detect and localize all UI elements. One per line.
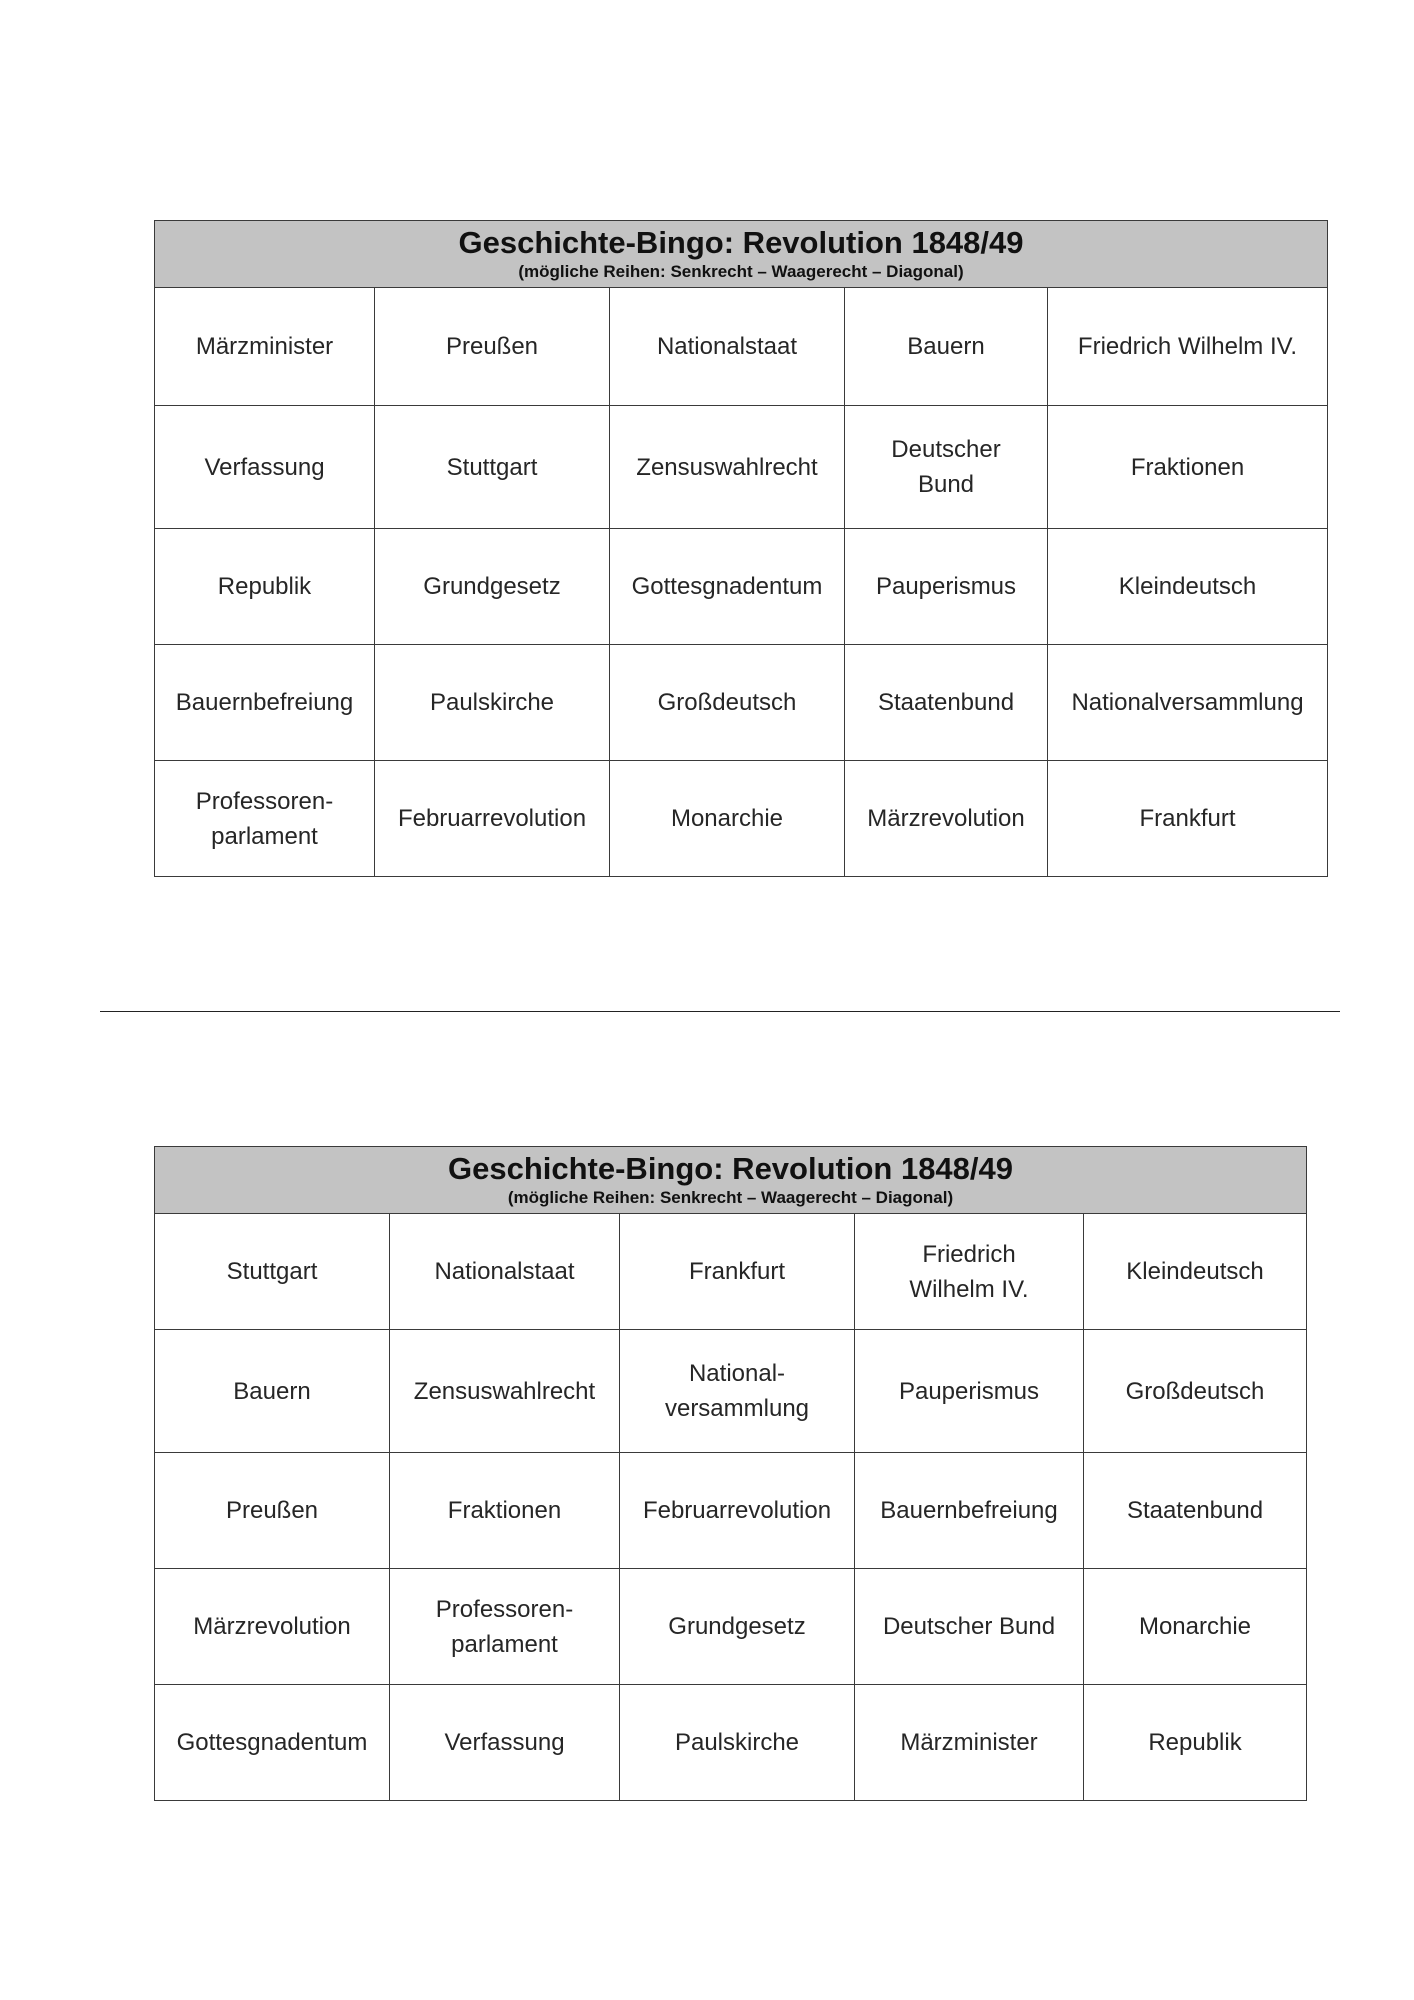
bingo-cell: Großdeutsch — [610, 645, 845, 761]
bingo-cell: Nationalstaat — [390, 1214, 620, 1330]
bingo-row — [155, 645, 1328, 761]
bingo-card-title: Geschichte-Bingo: Revolution 1848/49 — [458, 225, 1024, 260]
bingo-cell: Deutscher Bund — [855, 1569, 1084, 1685]
bingo-cell: Kleindeutsch — [1084, 1214, 1307, 1330]
bingo-cell: Bauern — [845, 288, 1048, 406]
bingo-cell: Professoren- parlament — [155, 761, 375, 877]
bingo-cell: Preußen — [155, 1453, 390, 1569]
bingo-cell: Februarrevolution — [620, 1453, 855, 1569]
bingo-cell: Monarchie — [610, 761, 845, 877]
cut-line-divider — [100, 1011, 1340, 1012]
bingo-card-2 — [154, 1146, 1307, 1801]
bingo-cell: Pauperismus — [855, 1330, 1084, 1453]
bingo-cell: Fraktionen — [1048, 406, 1328, 529]
bingo-cell: Zensuswahlrecht — [390, 1330, 620, 1453]
bingo-cell: Bauern — [155, 1330, 390, 1453]
bingo-row — [155, 1569, 1307, 1685]
bingo-cell: Verfassung — [155, 406, 375, 529]
bingo-cell: Märzrevolution — [155, 1569, 390, 1685]
bingo-card-subtitle: (mögliche Reihen: Senkrecht – Waagerecht – Diagonal) — [518, 262, 964, 281]
bingo-card-header — [155, 221, 1328, 288]
bingo-cell: Zensuswahlrecht — [610, 406, 845, 529]
bingo-cell: Professoren- parlament — [390, 1569, 620, 1685]
bingo-cell: Nationalversammlung — [1048, 645, 1328, 761]
bingo-cell: Staatenbund — [845, 645, 1048, 761]
bingo-cell: Nationalstaat — [610, 288, 845, 406]
bingo-cell: Bauernbefreiung — [155, 645, 375, 761]
bingo-cell: Märzminister — [155, 288, 375, 406]
bingo-cell: Grundgesetz — [620, 1569, 855, 1685]
bingo-cell: Grundgesetz — [375, 529, 610, 645]
bingo-cell: Deutscher Bund — [845, 406, 1048, 529]
bingo-card-subtitle: (mögliche Reihen: Senkrecht – Waagerecht – Diagonal) — [507, 1188, 954, 1207]
bingo-cell: Märzminister — [855, 1685, 1084, 1801]
bingo-card-1 — [154, 220, 1328, 877]
bingo-cell: Märzrevolution — [845, 761, 1048, 877]
bingo-row — [155, 1685, 1307, 1801]
bingo-card-title: Geschichte-Bingo: Revolution 1848/49 — [447, 1151, 1014, 1186]
bingo-row — [155, 529, 1328, 645]
bingo-cell: Pauperismus — [845, 529, 1048, 645]
bingo-cell: Stuttgart — [375, 406, 610, 529]
bingo-row — [155, 1453, 1307, 1569]
bingo-row — [155, 761, 1328, 877]
bingo-cell: Friedrich Wilhelm IV. — [1048, 288, 1328, 406]
bingo-cell: Frankfurt — [620, 1214, 855, 1330]
bingo-cell: Februarrevolution — [375, 761, 610, 877]
bingo-cell: Frankfurt — [1048, 761, 1328, 877]
bingo-cell: Kleindeutsch — [1048, 529, 1328, 645]
bingo-cell: Republik — [155, 529, 375, 645]
bingo-cell: Paulskirche — [620, 1685, 855, 1801]
bingo-cell: Bauernbefreiung — [855, 1453, 1084, 1569]
bingo-cell: Großdeutsch — [1084, 1330, 1307, 1453]
bingo-cell: Stuttgart — [155, 1214, 390, 1330]
bingo-row — [155, 406, 1328, 529]
bingo-cell: Monarchie — [1084, 1569, 1307, 1685]
bingo-row — [155, 1214, 1307, 1330]
bingo-cell: Paulskirche — [375, 645, 610, 761]
bingo-cell: Staatenbund — [1084, 1453, 1307, 1569]
bingo-cell: Preußen — [375, 288, 610, 406]
bingo-cell: Gottesgnadentum — [155, 1685, 390, 1801]
bingo-cell: Friedrich Wilhelm IV. — [855, 1214, 1084, 1330]
bingo-cell: Fraktionen — [390, 1453, 620, 1569]
bingo-row — [155, 288, 1328, 406]
bingo-cell: National- versammlung — [620, 1330, 855, 1453]
bingo-cell: Gottesgnadentum — [610, 529, 845, 645]
bingo-cell: Verfassung — [390, 1685, 620, 1801]
bingo-row — [155, 1330, 1307, 1453]
bingo-card-header — [155, 1147, 1307, 1214]
bingo-cell: Republik — [1084, 1685, 1307, 1801]
